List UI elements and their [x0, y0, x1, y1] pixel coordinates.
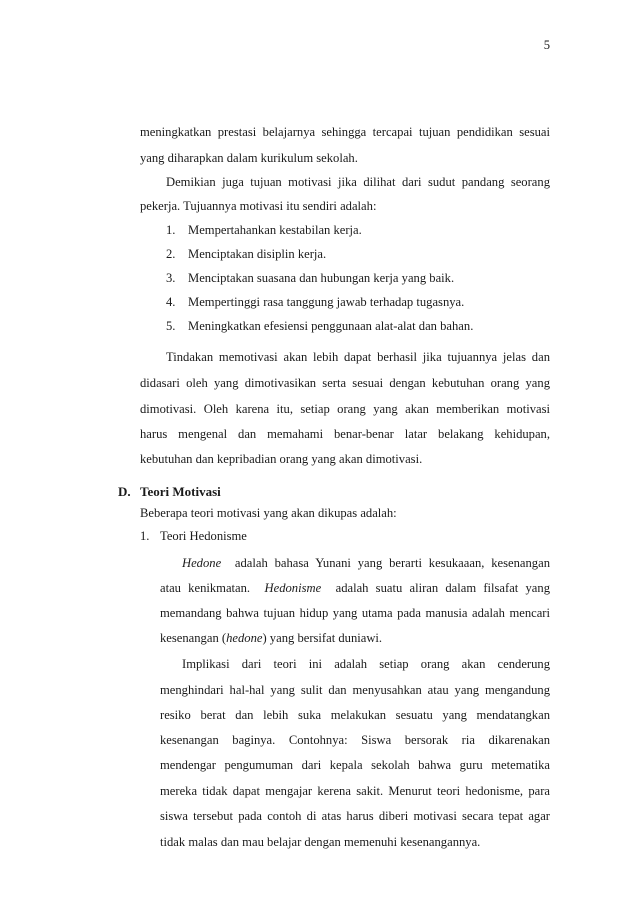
body-line: memandang bahwa tujuan hidup yang utama pada manusia adalah mencari — [160, 606, 550, 620]
subsection-number: 1. — [140, 529, 150, 543]
list-item: Menciptakan suasana dan hubungan kerja yang baik. — [188, 271, 455, 285]
body-text: atau kenikmatan. — [160, 581, 251, 595]
section-letter: D. — [118, 484, 131, 499]
list-number: 3. — [166, 271, 176, 285]
body-line: meningkatkan prestasi belajarnya sehingga tercapai tujuan pendidikan sesuai — [140, 125, 550, 139]
body-line: resiko berat dan lebih suka melakukan sesuatu yang mendatangkan — [160, 708, 550, 722]
body-text: ) yang bersifat duniawi. — [262, 631, 383, 645]
body-line: yang diharapkan dalam kurikulum sekolah. — [140, 151, 358, 165]
body-line: kebutuhan dan kepribadian orang yang akan dimotivasi. — [140, 452, 423, 466]
body-line: didasari oleh yang dimotivasikan serta sesuai dengan kebutuhan orang yang — [140, 376, 550, 390]
section-heading: Teori Motivasi — [140, 484, 221, 499]
body-line — [182, 555, 550, 571]
body-text: kesenangan ( — [160, 631, 227, 645]
body-line: menghindari hal-hal yang sulit dan menyusahkan atau yang mengandung — [160, 683, 550, 697]
body-line: mereka tidak dapat mengajar kerena sakit. Menurut teori hedonisme, para — [160, 784, 550, 798]
body-text: adalah bahasa Yunani yang berarti kesukaaan, kesenangan — [234, 556, 550, 570]
italic-term: Hedonisme — [264, 581, 322, 595]
body-line: Tindakan memotivasi akan lebih dapat berhasil jika tujuannya jelas dan — [166, 350, 550, 364]
subsection-title: Teori Hedonisme — [160, 529, 247, 543]
body-text: adalah suatu aliran dalam filsafat yang — [335, 581, 550, 595]
page-number: 5 — [543, 38, 550, 52]
list-item: Mempertahankan kestabilan kerja. — [188, 223, 362, 237]
body-line: tidak malas dan mau belajar dengan memenuhi kesenangannya. — [160, 835, 481, 849]
list-number: 4. — [166, 295, 176, 309]
list-number: 2. — [166, 247, 176, 261]
body-line: siswa tersebut pada contoh di atas harus diberi motivasi secara tepat agar — [160, 809, 550, 823]
body-line — [160, 630, 382, 646]
body-line — [160, 580, 550, 596]
body-line: harus mengenal dan memahami benar-benar latar belakang kehidupan, — [140, 427, 550, 441]
list-number: 5. — [166, 319, 176, 333]
body-line: pekerja. Tujuannya motivasi itu sendiri adalah: — [140, 199, 377, 213]
body-line: dimotivasi. Oleh karena itu, setiap orang yang akan memberikan motivasi — [140, 402, 550, 416]
body-line: Implikasi dari teori ini adalah setiap orang akan cenderung — [182, 657, 550, 671]
list-item: Menciptakan disiplin kerja. — [188, 247, 327, 261]
italic-term: Hedone — [182, 556, 222, 570]
body-line: Demikian juga tujuan motivasi jika dilihat dari sudut pandang seorang — [166, 175, 550, 189]
italic-term: hedone — [226, 631, 263, 645]
body-line: kesenangan baginya. Contohnya: Siswa bersorak ria dikarenakan — [160, 733, 550, 747]
list-item: Meningkatkan efesiensi penggunaan alat-alat dan bahan. — [188, 319, 474, 333]
body-line: mendengar pengumuman dari kepala sekolah bahwa guru metematika — [160, 758, 550, 772]
list-item: Mempertinggi rasa tanggung jawab terhadap tugasnya. — [188, 295, 465, 309]
list-number: 1. — [166, 223, 176, 237]
section-intro: Beberapa teori motivasi yang akan dikupas adalah: — [140, 506, 397, 520]
